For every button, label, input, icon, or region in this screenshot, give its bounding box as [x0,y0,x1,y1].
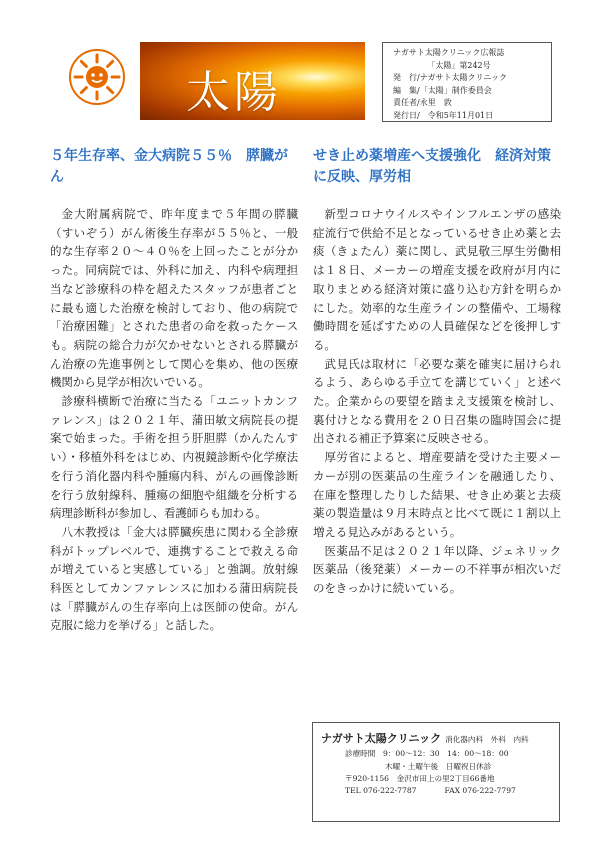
clinic-name: ナガサト太陽クリニック [321,732,442,745]
clinic-tel: TEL 076-222-7787 [345,786,417,796]
sun-logo-icon [68,48,126,106]
clinic-hours: 診療時間 9：00～12：30 14：00～18：00 [345,749,509,759]
article-1-body [50,205,298,635]
publication-info [382,42,552,122]
responsible-person: 責任者/永里 敦 [393,98,452,107]
article-1-headline: ５年生存率、金大病院５５％ 膵臓がん [50,148,288,185]
article-paragraph: 新型コロナウイルスやインフルエンザの感染症流行で供給不足となっているせき止め薬と去痰（きょたん）薬に関し、武見敬三厚生労働相は１８日、メーカーの増産支援を政府が月内に取りまとめる経済対策に盛り込む方針を明らかにした。効率的な生産ラインの整備や、工場稼働時間を延ばすための人員確保などを後押しする。 [313,207,561,352]
issuer: 発 行/ナガサト太陽クリニック [393,73,508,82]
article-paragraph: 八木教授は「金大は膵臓疾患に関わる全診療科がトップレベルで、連携することで救える命が増えていると実感している」と強調。放射線科医としてカンファレンスに加わる蒲田病院長は「膵臓がんの生存率向上は医師の使命。がん克服に総力を挙げる」と話した。 [50,524,298,633]
publisher-line: ナガサト太陽クリニック広報誌 [393,48,505,57]
clinic-address: 〒920-1156 金沢市田上の里2丁目66番地 [345,773,495,783]
clinic-info-box [312,722,560,822]
article-paragraph: 医薬品不足は２０２１年以降、ジェネリック医薬品（後発薬）メーカーの不祥事が相次いだのをきっかけに続いている。 [313,543,561,596]
masthead-title: 太陽 [186,67,282,118]
article-paragraph: 武見氏は取材に「必要な薬を確実に届けられるよう、あらゆる手立てを講じていく」と述べた。企業からの要望を踏まえ支援策を検討し、裏付けとなる費用を２０日召集の臨時国会に提出される補正予算案に反映させる。 [313,356,561,446]
article-paragraph: 厚労省によると、増産要請を受けた主要メーカーが別の医薬品の生産ラインを融通したり、在庫を整理したりした結果、せき止め薬と去痰薬の製造量は９月末時点と比べて既に１割以上増える見込みがあるという。 [313,450,561,539]
masthead-banner [140,42,365,120]
clinic-heading [321,733,553,746]
clinic-closed-days: 木曜・土曜午後 日曜祝日休診 [385,761,492,771]
issue-number: 「太陽」第242号 [427,60,491,70]
article-2-headline: せき止め薬増産へ支援強化 経済対策に反映、厚労相 [313,148,551,185]
article-paragraph: 診療科横断で治療に当たる「ユニットカンファレンス」は２０２１年、蒲田敏文病院長の提案で始まった。手術を担う肝胆膵（かんたんすい）・移植外科をはじめ、内視鏡診断や化学療法を行う消化器内科や腫瘍内科、がんの画像診断を行う放射線科、腫瘍の細胞や組織を分析する病理診断科が参加し、看護師らも加わる。 [50,394,298,521]
clinic-departments: 消化器内科 外科 内科 [445,735,529,744]
article-2-body [313,205,561,598]
issue-date: 発行日/ 令和5年11月01日 [393,110,494,120]
clinic-contact [321,785,553,797]
clinic-fax: FAX 076-222-7797 [444,786,516,796]
editor: 編 集/「太陽」制作委員会 [393,85,492,95]
article-paragraph: 金大附属病院で、昨年度まで５年間の膵臓（すいぞう）がん術後生存率が５５％と、一般的な生存率２０～４０％を上回ったことが分かった。同病院では、外科に加え、内科や病理担当など診療科の枠を超えたスタッフが患者ごとに最も適した治療を検討しており、他の病院で「治療困難」とされた患者の命を救ったケースも。病院の総合力が欠かせないとされる膵臓がん治療の先進事例として関心を集め、他の医療機関から見学が相次いでいる。 [50,207,298,390]
